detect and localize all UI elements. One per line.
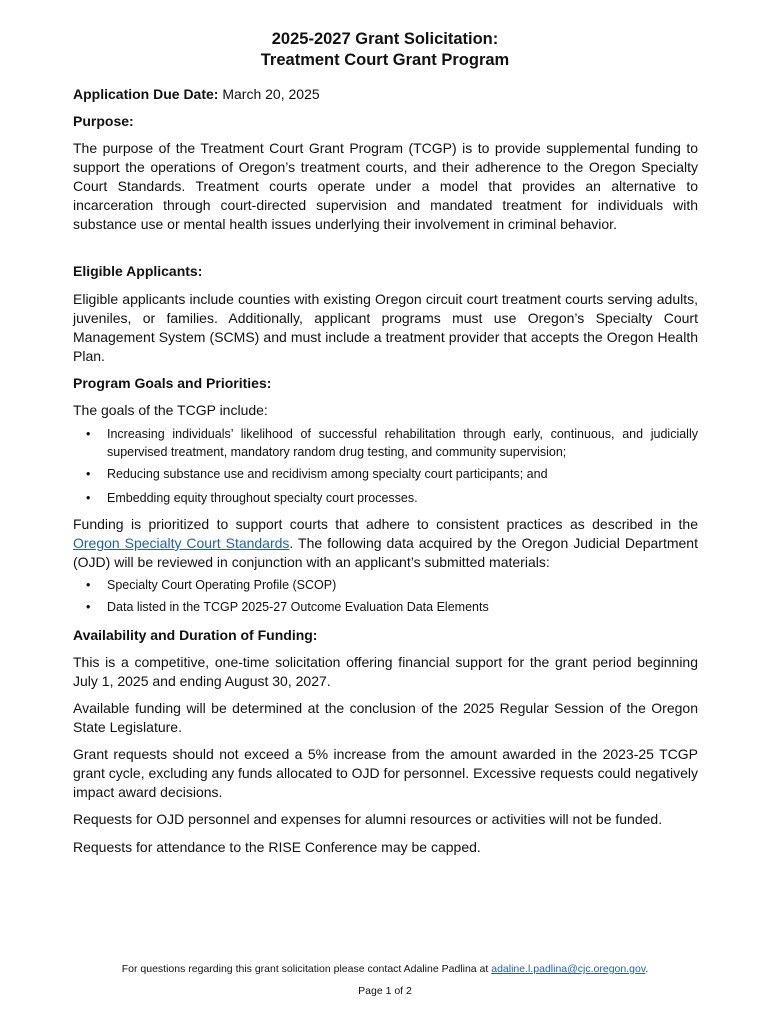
contact-line — [0, 962, 770, 976]
goals-heading: Program Goals and Priorities: — [73, 375, 272, 391]
list-item — [73, 576, 698, 594]
page-number: Page 1 of 2 — [358, 985, 412, 997]
goals-list — [73, 425, 698, 507]
eligible-heading: Eligible Applicants: — [73, 263, 203, 279]
availability-p3: Grant requests should not exceed a 5% increase from the amount awarded in the 2023-25 TCGP grant cycle, excluding any funds allocated to OJD for personnel. Excessive requests could negatively impact award decisions. — [73, 746, 698, 800]
due-date-label: Application Due Date: — [73, 86, 219, 102]
funding-text-pre: Funding is prioritized to support courts that adhere to consistent practices as described in the — [73, 516, 698, 532]
contact-email-link[interactable]: adaline.l.padlina@cjc.oregon.gov — [491, 963, 646, 975]
data-item-text: Specialty Court Operating Profile (SCOP) — [107, 578, 337, 592]
goal-item-text: Increasing individuals’ likelihood of successful rehabilitation through early, continuous, and judicially supervised treatment, mandatory random drug testing, and community supervision; — [107, 427, 698, 459]
bullet-icon: • — [86, 578, 91, 592]
contact-text: For questions regarding this grant solicitation please contact Adaline Padlina at — [121, 963, 492, 975]
bullet-icon: • — [86, 491, 91, 505]
goal-item-text: Embedding equity throughout specialty court processes. — [107, 491, 418, 505]
specialty-court-standards-link[interactable]: Oregon Specialty Court Standards — [73, 535, 290, 551]
purpose-heading: Purpose: — [73, 113, 134, 129]
availability-p5: Requests for attendance to the RISE Conference may be capped. — [73, 839, 481, 855]
doc-title-line2: Treatment Court Grant Program — [260, 51, 510, 69]
goal-item-text: Reducing substance use and recidivism among specialty court participants; and — [107, 467, 548, 481]
list-item — [73, 598, 698, 616]
funding-priority-text — [73, 515, 698, 572]
list-item — [73, 489, 698, 507]
list-item — [73, 425, 698, 461]
data-item-text: Data listed in the TCGP 2025-27 Outcome Evaluation Data Elements — [107, 600, 489, 614]
bullet-icon: • — [86, 427, 91, 441]
due-date-value: March 20, 2025 — [222, 86, 320, 102]
availability-p2: Available funding will be determined at the conclusion of the 2025 Regular Session of the Oregon State Legislature. — [73, 700, 698, 735]
eligible-text: Eligible applicants include counties with existing Oregon circuit court treatment courts serving adults, juveniles, or families. Additionally, applicant programs must use Oregon’s Specialty Court Management System (SCMS) and must include a treatment provider that accepts the Oregon Health Plan. — [73, 291, 698, 364]
goals-intro: The goals of the TCGP include: — [73, 402, 268, 418]
bullet-icon: • — [86, 600, 91, 614]
data-list — [73, 576, 698, 616]
contact-end: . — [645, 963, 649, 975]
purpose-text: The purpose of the Treatment Court Grant Program (TCGP) is to provide supplemental funding to support the operations of Oregon’s treatment courts, and their adherence to the Oregon Specialty Court Standards. Treatment courts operate under a model that provides an alternative to incarceration through court-directed supervision and mandated treatment for individuals with substance use or mental health issues underlying their involvement in criminal behavior. — [73, 140, 698, 232]
availability-heading: Availability and Duration of Funding: — [73, 627, 318, 643]
bullet-icon: • — [86, 467, 91, 481]
availability-p4: Requests for OJD personnel and expenses for alumni resources or activities will not be funded. — [73, 811, 663, 827]
availability-p1: This is a competitive, one-time solicitation offering financial support for the grant period beginning July 1, 2025 and ending August 30, 2027. — [73, 654, 698, 689]
due-date-row — [73, 85, 698, 104]
list-item — [73, 465, 698, 483]
doc-title-line1: 2025-2027 Grant Solicitation: — [271, 30, 499, 48]
funding-text-post: . The following data acquired by the Oregon Judicial Department (OJD) will be reviewed in conjunction with an applicant’s submitted materials: — [73, 535, 698, 570]
